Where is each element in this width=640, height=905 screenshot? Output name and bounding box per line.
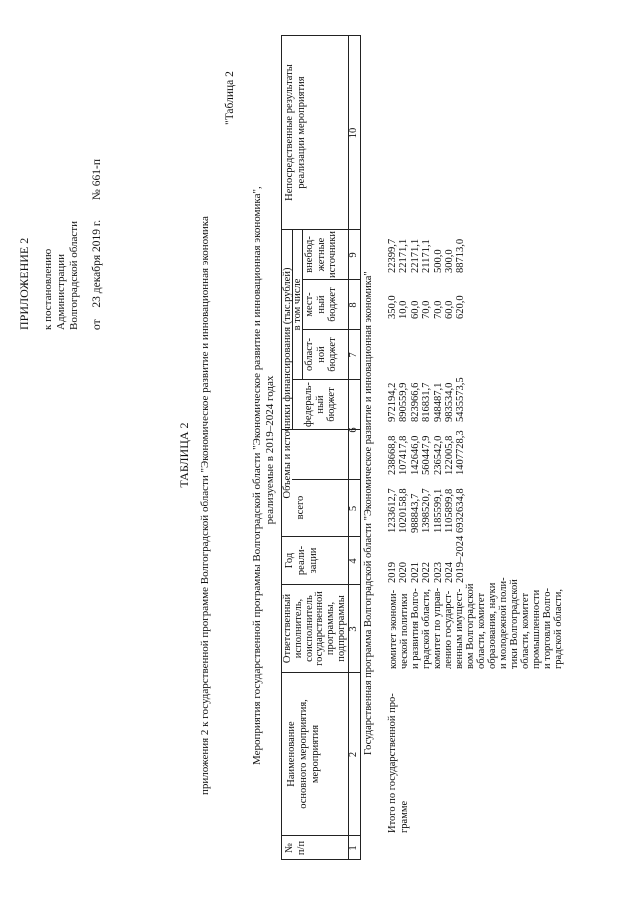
total-cell: 1398520,7 (421, 488, 433, 533)
federal-cell: 1407728,3 (455, 430, 467, 475)
regional-cell: 983534,0 (444, 382, 456, 422)
header-col-3-line: государственной (314, 591, 326, 666)
header-col-10-line: Непосредственные результаты (284, 64, 295, 201)
row-name (387, 693, 410, 833)
col-number-10: 10 (348, 127, 359, 139)
row-executor-line: венным имущест- (454, 588, 465, 669)
header-col-9 (304, 230, 339, 279)
local-cell: 60,0 (409, 300, 421, 319)
header-col-1-line: п/п (296, 840, 307, 856)
header-col-6-line: федераль- (303, 382, 314, 427)
row-executor-line: лению государст- (443, 590, 454, 669)
row-executor (388, 577, 564, 669)
header-col-7-line: област- (304, 338, 315, 371)
col-number-7: 7 (348, 352, 359, 358)
section-title: Государственная программа Волгоградской области "Экономическое развитие и инновационная экономика" (363, 271, 374, 755)
extra-cell: 22399,7 (387, 238, 398, 273)
header-funding-group: Объемы и источники финансирования (тыс.рублей) (282, 267, 293, 499)
local-cell: 70,0 (421, 300, 433, 319)
local-cell: 10,0 (398, 300, 410, 319)
row-total (387, 488, 467, 533)
row-local (387, 295, 467, 319)
header-col-8 (304, 280, 339, 329)
header-col-9-line: жетные (315, 237, 327, 272)
row-executor-line: комитет экономи- (388, 589, 399, 669)
header-col-10-line: реализации мероприятия (296, 76, 307, 189)
year-cell: 2022 (421, 562, 433, 583)
row-federal (387, 430, 467, 475)
row-executor-line: и торговли Волго- (542, 588, 553, 669)
extra-cell: 22171,1 (398, 238, 410, 273)
quote-table-label: "Таблица 2 (224, 71, 236, 125)
col-number-4: 4 (348, 558, 359, 564)
year-cell: 2024 (444, 562, 456, 583)
header-col-2-line: мероприятия (310, 724, 321, 784)
col-number-5: 5 (348, 505, 359, 512)
row-name-line: Итого по государственной про- (387, 693, 398, 833)
extra-cell: 88713,0 (455, 238, 467, 273)
header-col-8-line: мест- (304, 292, 315, 317)
col-number-8: 8 (348, 302, 359, 308)
appendix-date-prefix: от (91, 319, 103, 330)
appendix-date: 23 декабря 2019 г. (91, 219, 103, 308)
row-regional (387, 377, 467, 422)
col-number-6: 6 (348, 427, 359, 433)
local-cell: 620,0 (455, 295, 467, 319)
row-executor-line: тики Волгоградской (509, 579, 520, 669)
caption-line-2: реализуемые в 2019–2024 годах (264, 375, 276, 525)
row-executor-line: ческой политики (399, 593, 410, 669)
header-col-3-line: Ответственный (282, 593, 293, 664)
extra-cell: 500,0 (432, 249, 444, 273)
header-col-4-line: Год (284, 552, 295, 569)
header-col-4-line: зации (308, 547, 319, 574)
header-col-5: всего (295, 495, 306, 520)
total-cell: 1185599,1 (432, 488, 444, 533)
header-col-6 (303, 380, 338, 429)
header-col-9-line: внебюд- (304, 236, 315, 273)
total-cell: 6932634,8 (455, 488, 467, 533)
header-col-6-line: ный (314, 395, 326, 414)
local-cell: 60,0 (444, 300, 456, 319)
header-in-that-number: в том числе (292, 278, 303, 331)
header-col-7-line: бюджет (327, 337, 338, 372)
header-col-10 (284, 36, 308, 229)
header-col-3-line: исполнитель, (292, 598, 304, 659)
col-number-9: 9 (348, 252, 359, 258)
header-col-8-line: ный (315, 295, 327, 314)
total-cell: 988843,7 (409, 493, 421, 533)
header-col-6-line: бюджет (326, 387, 337, 422)
regional-cell: 948487,1 (432, 382, 444, 422)
row-executor-line: области, комитет (476, 592, 487, 669)
extra-cell: 22171,1 (409, 238, 421, 273)
year-cell: 2021 (409, 562, 421, 583)
header-col-7 (304, 330, 339, 379)
caption-line-1: Мероприятия государственной программы Волгоградской области "Экономическое развитие и инновационная экономика", (251, 186, 263, 765)
regional-cell: 816831,7 (421, 382, 433, 422)
federal-cell: 107417,8 (398, 435, 410, 475)
regional-cell: 890559,9 (398, 382, 410, 422)
year-cell: 2019–2024 (455, 535, 467, 583)
appendix-title: ПРИЛОЖЕНИЕ 2 (17, 237, 31, 330)
appendix-line-1: к постановлению (42, 248, 54, 330)
header-col-3-line: соисполнитель (303, 595, 315, 662)
header-col-3 (283, 585, 348, 672)
row-executor-line: комитет по управ- (432, 587, 443, 669)
appendix-number: № 661-п (91, 158, 103, 201)
row-executor-line: градской области, (421, 588, 432, 669)
header-col-7-line: ной (315, 346, 327, 363)
row-extrabudgetary (387, 239, 467, 273)
federal-cell: 236542,0 (432, 435, 444, 475)
federal-cell: 142646,0 (409, 435, 421, 475)
row-name-line: грамме (398, 800, 410, 833)
federal-cell: 238668,8 (387, 435, 398, 475)
year-cell: 2020 (398, 562, 410, 583)
col-number-3: 3 (348, 626, 359, 632)
local-cell: 350,0 (387, 295, 398, 319)
total-cell: 1233612,7 (387, 488, 398, 533)
col-number-1: 1 (348, 845, 359, 851)
row-executor-line: области, комитет (520, 592, 531, 669)
header-col-4 (284, 537, 320, 584)
header-col-1-line: № (284, 842, 295, 854)
row-years (387, 536, 467, 583)
header-col-1 (284, 836, 308, 860)
appendix-line-2: Администрации (55, 253, 67, 330)
table-title: ТАБЛИЦА 2 (177, 422, 191, 488)
appendix-line-3: Волгоградской области (68, 221, 80, 330)
appendix-date-line (91, 159, 104, 330)
header-col-3-line: программы, (325, 601, 337, 656)
header-col-2-line: Наименование (286, 721, 297, 787)
row-executor-line: вом Волгоградской (465, 583, 476, 669)
year-cell: 2023 (432, 562, 444, 583)
row-executor-line: и молодежной поли- (498, 577, 509, 669)
extra-cell: 300,0 (444, 249, 456, 273)
row-executor-line: промышленности (531, 589, 542, 669)
federal-cell: 122005,8 (444, 435, 456, 475)
regional-cell: 972194,2 (387, 382, 398, 422)
row-executor-line: образования, науки (487, 582, 498, 669)
year-cell: 2019 (387, 562, 398, 583)
regional-cell: 5435573,5 (455, 377, 467, 422)
header-col-9-line: источники (327, 231, 338, 278)
header-col-2-line: основного мероприятия, (298, 699, 309, 809)
local-cell: 70,0 (432, 300, 444, 319)
federal-cell: 560447,9 (421, 435, 433, 475)
regional-cell: 823966,6 (409, 382, 421, 422)
col-number-2: 2 (348, 751, 359, 758)
total-cell: 1020158,8 (398, 488, 410, 533)
header-col-8-line: бюджет (327, 287, 338, 322)
header-col-2 (286, 673, 322, 835)
row-executor-line: градской области, (553, 588, 564, 669)
subtitle: приложения 2 к государственной программе Волгоградской области "Экономическое развитие и инновационная экономика (199, 216, 211, 795)
extra-cell: 21171,1 (421, 239, 433, 273)
total-cell: 1105899,8 (444, 488, 456, 533)
row-executor-line: и развития Волго- (410, 588, 421, 669)
header-col-4-line: реали- (296, 545, 307, 576)
header-col-3-line: подпрограммы (335, 595, 347, 662)
